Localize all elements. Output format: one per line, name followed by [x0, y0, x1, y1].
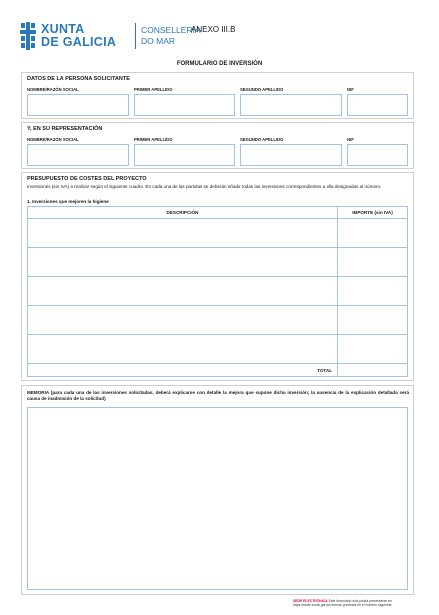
footer-note: [293, 599, 423, 607]
applicant-second-surname-field[interactable]: [240, 94, 342, 116]
footer-text: Este formulario solo podrá presentarse en https://sede.xunta.gal las formas previstas en el número siguiente: [293, 599, 392, 608]
description-cell-5[interactable]: [27, 334, 338, 364]
label-nif: NIF: [347, 87, 354, 92]
annex-label: ANEXO III.B: [191, 25, 236, 34]
applicant-section: [21, 72, 414, 119]
representative-section-title: Y, EN SU REPRESENTACIÓN: [27, 126, 103, 132]
memoria-section: [21, 385, 414, 595]
amount-cell-2[interactable]: [337, 247, 408, 277]
total-label-cell: [27, 363, 338, 377]
logo-text-galicia: DE GALICIA: [41, 35, 117, 49]
department-line-1: CONSELLERÍA: [141, 25, 201, 35]
memoria-textarea[interactable]: [27, 407, 408, 590]
department-line-2: DO MAR: [141, 36, 175, 46]
logo-text-xunta: XUNTA: [41, 22, 85, 36]
logo-divider: [135, 23, 136, 49]
xunta-cross-icon: [20, 22, 36, 50]
amount-header: IMPORTE (sin IVA): [352, 210, 393, 215]
applicant-nif-field[interactable]: [347, 94, 408, 116]
label-name: NOMBRE/RAZÓN SOCIAL: [27, 87, 79, 92]
description-cell-4[interactable]: [27, 305, 338, 335]
total-label: TOTAL: [317, 368, 332, 373]
label-second-surname: SEGUNDO APELLIDO: [240, 137, 284, 142]
amount-cell-3[interactable]: [337, 276, 408, 306]
applicant-name-field[interactable]: [27, 94, 129, 116]
applicant-first-surname-field[interactable]: [134, 94, 235, 116]
memoria-label: MEMORIA (para cada una de las inversiones solicitadas, deberá explicarse con detalle la mejora que supone dicha inversión; la ausencia de la explicación detallada será causa de inadmisión de la solicitud): [27, 390, 409, 402]
form-title: FORMULARIO DE INVERSIÓN: [176, 61, 263, 67]
amount-cell-5[interactable]: [337, 334, 408, 364]
applicant-section-title: DATOS DE LA PERSONA SOLICITANTE: [27, 76, 130, 82]
representative-section: [21, 122, 414, 169]
representative-first-surname-field[interactable]: [134, 144, 235, 166]
budget-section-title: PRESUPUESTO DE COSTES DEL PROYECTO: [27, 176, 147, 182]
representative-second-surname-field[interactable]: [240, 144, 342, 166]
xunta-logo: [20, 22, 201, 52]
label-first-surname: PRIMER APELLIDO: [134, 87, 173, 92]
representative-nif-field[interactable]: [347, 144, 408, 166]
amount-cell-1[interactable]: [337, 218, 408, 248]
budget-section: [21, 172, 414, 381]
representative-name-field[interactable]: [27, 144, 129, 166]
description-cell-2[interactable]: [27, 247, 338, 277]
budget-subheading: 1. Inversiones que mejoren la higiene: [27, 199, 109, 204]
budget-intro-text: Inversiones (sin IVA) a realizar según el siguiente cuadro. En cada una de las partidas se deberán añadir todas las inversiones correspondientes a ella designadas al número.: [27, 184, 382, 189]
footer-brand: SEDE ELECTRÓNICA: [293, 599, 328, 603]
total-amount-cell[interactable]: [337, 363, 408, 377]
label-second-surname: SEGUNDO APELLIDO: [240, 87, 284, 92]
label-name: NOMBRE/RAZÓN SOCIAL: [27, 137, 79, 142]
description-cell-3[interactable]: [27, 276, 338, 306]
label-nif: NIF: [347, 137, 354, 142]
description-cell-1[interactable]: [27, 218, 338, 248]
description-header: DESCRIPCIÓN: [166, 210, 199, 215]
amount-cell-4[interactable]: [337, 305, 408, 335]
label-first-surname: PRIMER APELLIDO: [134, 137, 173, 142]
